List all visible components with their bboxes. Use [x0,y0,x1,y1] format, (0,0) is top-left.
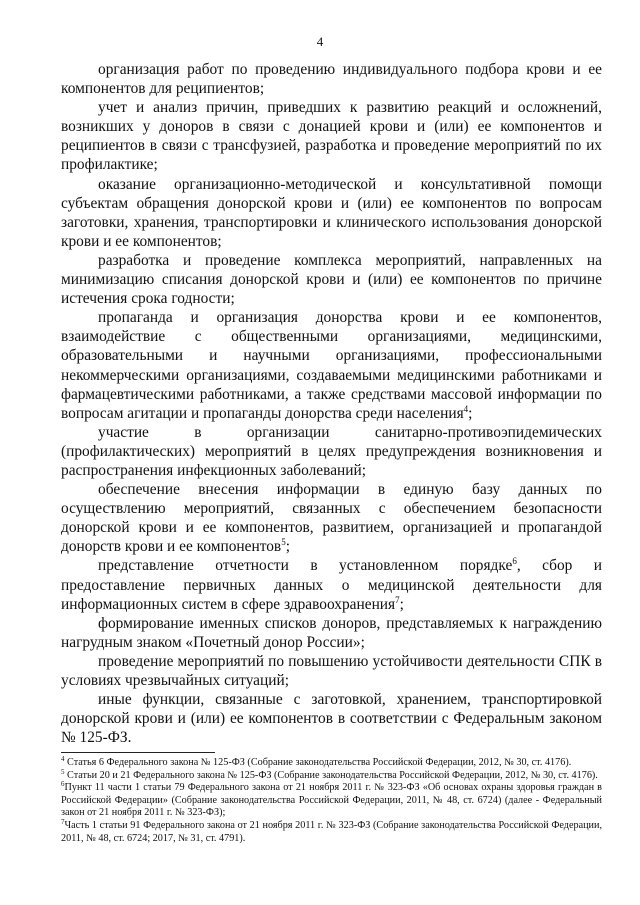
footnote-mark: 7 [61,817,65,826]
page-number: 4 [316,34,324,49]
footnote-mark: 4 [61,755,65,763]
footnote: $^7$Часть 1 статьи 91 Федерального закона от 21 ноября 2011 г. № 323-ФЗ (Собрание законодательства Российской Федерации, 2011, № 48, ст. 6724; 2017, № 31, ст. 4791). [61,817,602,844]
paragraph: разработка и проведение комплекса мероприятий, направленных на минимизацию списания донорской крови и (или) ее компонентов по причине истечения срока годности; [61,251,602,308]
paragraph: пропаганда и организация донорства крови и ее компонентов, взаимодействие с общественными организациями, медицинскими, образовательными и научными организациями, профессиональными некоммерческими организациями, создаваемыми медицинскими работниками и фармацевтическими работниками, а также средствами массовой информации по вопросам агитации и пропаганды донорства среди населения$^4$; [61,309,602,422]
footnote-ref: 5 [281,537,286,548]
footnote-ref: 4 [463,403,469,414]
paragraph: проведение мероприятий по повышению устойчивости деятельности СПК в условиях чрезвычайных ситуаций; [61,652,602,689]
footnote: $^5$ Статьи 20 и 21 Федерального закона № 125-ФЗ (Собрание законодательства Российской Федерации, 2012, № 30, ст. 4176). [61,767,598,781]
paragraph: организация работ по проведению индивидуального подбора крови и ее компонентов для реципиентов; [61,61,602,98]
paragraph: участие в организации санитарно-противоэпидемических (профилактических) мероприятий в целях предупреждения возникновения и распространения инфекционных заболеваний; [61,423,602,479]
footnote-mark: 5 [61,767,65,776]
footnote: $^6$Пункт 11 части 1 статьи 79 Федерального закона от 21 ноября 2011 г. № 323-ФЗ «Об основах охраны здоровья граждан в Российской Федерации» (Собрание законодательства Российской Федерации, 2011, № 48, ст. 6724) (далее - Федеральный закон от 21 ноября 2011 г. № 323-ФЗ); [61,780,602,819]
paragraph: иные функции, связанные с заготовкой, хранением, транспортировкой донорской крови и (или) ее компонентов в соответствии с Федеральным законом № 125-ФЗ. [61,691,602,747]
paragraph: формирование именных списков доноров, представляемых к награждению нагрудным знаком «Почетный донор России»; [61,614,602,651]
footnotes [61,757,602,845]
body-text [61,60,602,747]
footnote-divider [61,752,215,753]
footnote: $^4$ Статья 6 Федерального закона № 125-ФЗ (Собрание законодательства Российской Федерации, 2012, № 30, ст. 4176). [61,755,572,768]
footnote-mark: 6 [61,780,65,789]
footnote-ref: 7 [395,594,400,605]
footnote-ref: 6 [512,556,517,567]
paragraph: учет и анализ причин, приведших к развитию реакций и осложнений, возникших у доноров в связи с донацией крови и (или) ее компонентов и реципиентов в связи с трансфузией, разработка и проведение мероприятий по их профилактике; [61,99,602,174]
paragraph: представление отчетности в установленном порядке$^6$, сбор и предоставление первичных данных о медицинской деятельности для информационных систем в сфере здравоохранения$^7$; [61,556,602,613]
paragraph: оказание организационно-методической и консультативной помощи субъектам обращения донорской крови и (или) ее компонентов по вопросам заготовки, хранения, транспортировки и клинического использования донорской крови и ее компонентов; [61,175,602,250]
paragraph: обеспечение внесения информации в единую базу данных по осуществлению мероприятий, связанных с обеспечением безопасности донорской крови и ее компонентов, развитием, организацией и пропагандой донорств крови и ее компонентов$^5$; [61,481,602,556]
